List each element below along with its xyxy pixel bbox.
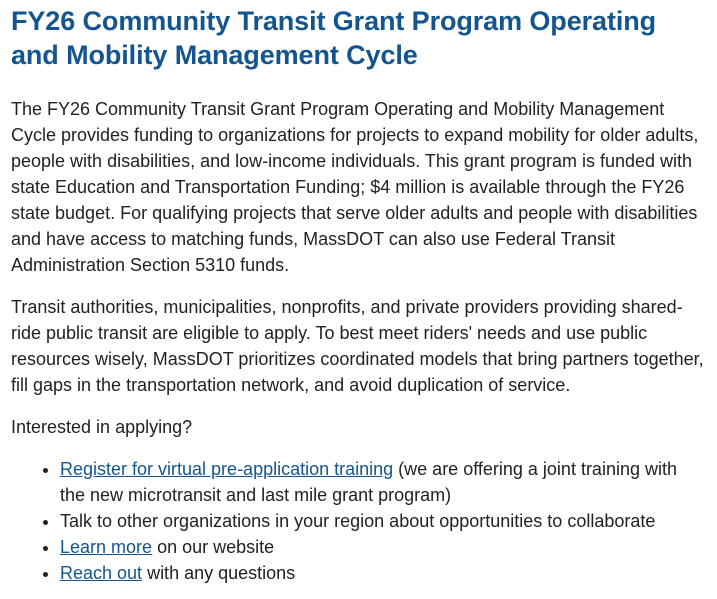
eligibility-paragraph: Transit authorities, municipalities, nonprofits, and private providers providing shared-ride public transit are eligible to apply. To best meet riders' needs and use public resources wisely, MassDOT prioritizes coordinated models that bring partners together, fill gaps in the transportation network, and avoid duplication of service.	[11, 297, 704, 395]
reach-out-link[interactable]: Reach out	[60, 563, 143, 583]
intro-paragraph: The FY26 Community Transit Grant Program Operating and Mobility Management Cycle provides funding to organizations for projects to expand mobility for older adults, people with disabilities, and low-income individuals. This grant program is funded with state Education and Transportation Funding; $4 million is available through the FY26 state budget. For qualifying projects that serve older adults and people with disabilities and have access to matching funds, MassDOT can also use Federal Transit Administration Section 5310 funds.	[11, 99, 699, 275]
list-item-learn-more	[60, 534, 704, 560]
learn-more-link[interactable]: Learn more	[60, 537, 153, 557]
register-training-link[interactable]: Register for virtual pre-application training	[60, 459, 394, 479]
interested-prompt: Interested in applying?	[11, 417, 193, 437]
list-item-register	[60, 456, 704, 508]
list-item-collaborate-text: Talk to other organizations in your region about opportunities to collaborate	[60, 511, 656, 531]
list-item-collaborate	[60, 508, 704, 534]
list-item-learn-more-text: on our website	[152, 537, 275, 557]
list-item-reach-out	[60, 560, 704, 586]
list-item-register-text: (we are offering a joint training with the new microtransit and last mile grant program)	[60, 459, 677, 505]
list-item-reach-out-text: with any questions	[142, 563, 296, 583]
next-steps-list	[11, 456, 704, 586]
page-title: FY26 Community Transit Grant Program Operating and Mobility Management Cycle	[11, 6, 657, 70]
